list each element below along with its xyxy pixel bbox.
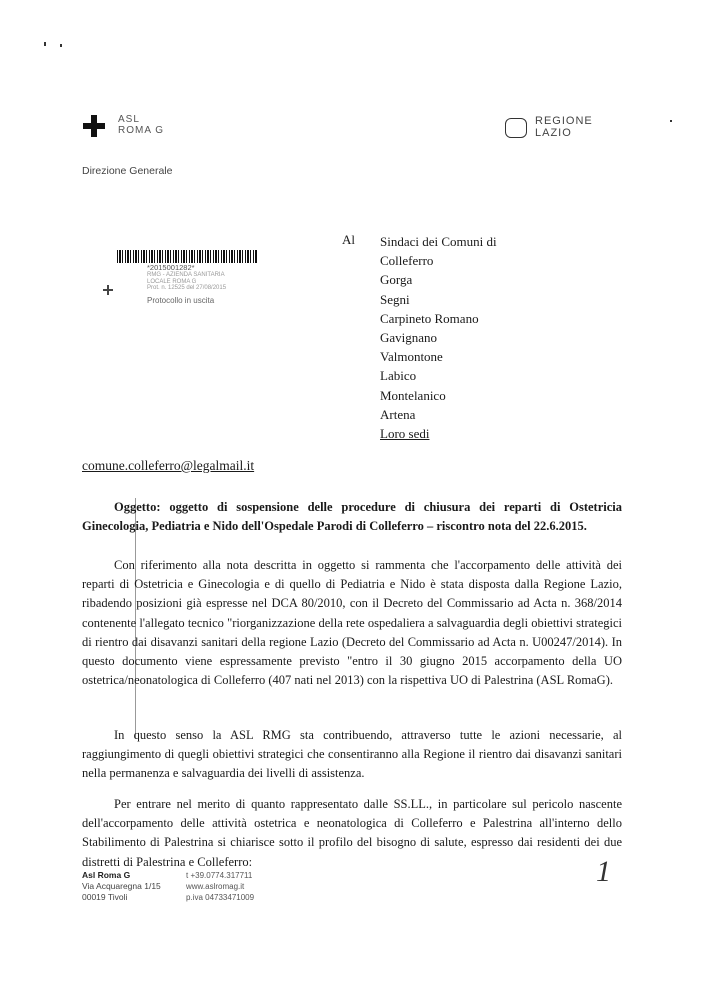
addressee-line: Carpineto Romano	[380, 310, 479, 326]
body-paragraph: Per entrare nel merito di quanto rappresentato dalle SS.LL., in particolare sul pericolo nascente dell'accorpamento delle attività ostetrica e neonatologica di Colleferro e Palestrina all'interno dello Stabilimento di Palestrina si chiarisce sotto il profilo del bisogno di salute, espresso dai residenti dei due distretti di Palestrina e Colleferro:	[82, 797, 622, 869]
body-paragraph: Con riferimento alla nota descritta in oggetto si rammenta che l'accorpamento delle attività dei reparti di Ostetricia e Ginecologia e di quello di Pediatria e Nido è stata disposta dalla Regione Lazio, ribadendo posizioni già espresse nel DCA 80/2010, con il Decreto del Commissario ad Acta n. 368/2014 contenente l'allegato tecnico "riorganizzazione della rete ospedaliera a salvaguardia degli obiettivi strategici di rientro dai disavanzi sanitari della regione Lazio (Decreto del Commissario ad Acta n. U00247/2014). In questo documento viene espressamente previsto "entro il 30 giugno 2015 accorpamento della UO ostetrica/neonatologica di Colleferro (407 nati nel 2013) con la rispettiva UO di Palestrina (ASL RomaG).	[82, 558, 622, 688]
scan-speck	[670, 120, 672, 122]
protocol-number: *2015001282*	[147, 263, 195, 272]
direzione-generale: Direzione Generale	[82, 165, 173, 177]
pec-email: comune.colleferro@legalmail.it	[82, 458, 255, 473]
addressee-line: Labico	[380, 368, 417, 384]
stamp-cross-icon	[103, 285, 113, 295]
protocol-label: Protocollo in uscita	[147, 296, 215, 305]
footer-contacts: t +39.0774.317711 www.aslromag.it p.iva 04733471009	[186, 871, 255, 902]
addressee-line: Artena	[380, 406, 416, 422]
addressee-list	[380, 232, 497, 443]
addressee-line: Sindaci dei Comuni di	[380, 234, 497, 249]
addressee-line: Segni	[380, 291, 410, 307]
page-number: 1	[596, 855, 611, 888]
addressee-line: Colleferro	[380, 253, 434, 269]
scan-speck	[44, 42, 46, 46]
protocol-barcode	[117, 250, 257, 263]
addressee-line: Gavignano	[380, 330, 438, 346]
addressee-line: Montelanico	[380, 387, 446, 403]
subject-line: Oggetto: oggetto di sospensione delle procedure di chiusura dei reparti di Ostetricia Ginecologia, Pediatria e Nido dell'Ospedale Parodi di Colleferro – riscontro nota del 22.6.2015.	[82, 500, 622, 533]
addressee-line: Loro sedi	[380, 426, 430, 442]
scan-speck	[60, 44, 62, 47]
footer-address: Asl Roma G Via Acquaregna 1/15 00019 Tivoli	[82, 870, 161, 902]
regione-lazio-text: REGIONE LAZIO	[535, 115, 593, 139]
addressee-line: Gorga	[380, 272, 413, 288]
regione-lazio-emblem	[505, 118, 527, 138]
asl-cross-logo	[83, 115, 105, 137]
addressee-line: Valmontone	[380, 349, 443, 365]
protocol-details: RMG - AZIENDA SANITARIA LOCALE ROMA G Prot. n. 12525 del 27/08/2015	[147, 272, 227, 291]
addressee-prefix: Al	[342, 232, 355, 247]
asl-logo-text: ASL ROMA G	[118, 114, 165, 136]
body-paragraph: In questo senso la ASL RMG sta contribuendo, attraverso tutte le azioni necessarie, al raggiungimento di quegli obiettivi strategici che consentiranno alla Regione il rientro dai disavanzi sanitari nella permanenza e salvaguardia dei livelli di assistenza.	[82, 728, 622, 781]
